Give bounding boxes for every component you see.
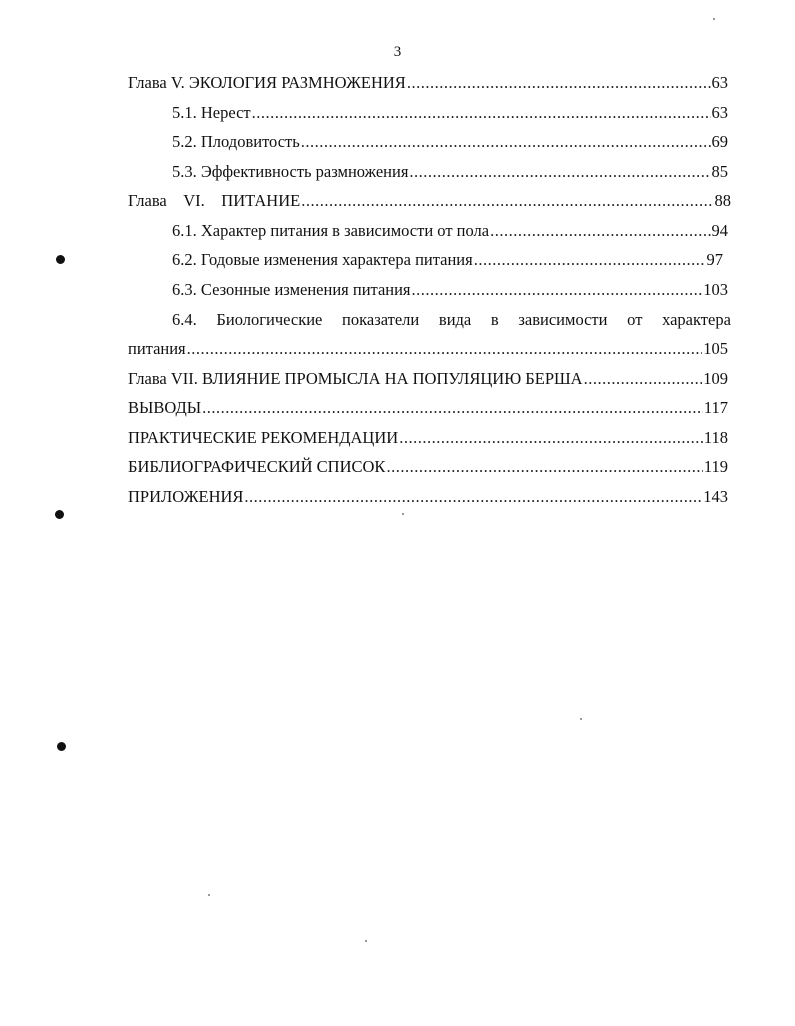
- toc-entry-6-2[interactable]: [172, 250, 723, 270]
- toc-entry-page: 109: [703, 369, 728, 388]
- toc-entry-5-2[interactable]: [172, 132, 728, 152]
- toc-entry-chapter-7[interactable]: [128, 369, 728, 389]
- toc-entry-conclusions[interactable]: [128, 398, 728, 418]
- toc-entry-title: 5.1. Нерест: [172, 103, 251, 122]
- toc-entry-title: ПРАКТИЧЕСКИЕ РЕКОМЕНДАЦИИ: [128, 428, 399, 447]
- toc-entry-6-1[interactable]: [172, 221, 728, 241]
- toc-entry-bibliography[interactable]: [128, 457, 728, 477]
- toc-word: в: [490, 310, 499, 329]
- toc-entry-appendices[interactable]: [128, 487, 728, 507]
- leader-dots: [252, 103, 711, 123]
- toc-word: показатели: [342, 310, 420, 329]
- leader-dots: [412, 280, 703, 300]
- toc-entry-title: 6.2. Годовые изменения характера питания: [172, 250, 473, 269]
- leader-dots: [202, 398, 703, 418]
- leader-dots: [409, 162, 710, 182]
- toc-entry-page: 69: [711, 132, 728, 151]
- toc-entry-page: 94: [711, 221, 728, 240]
- scan-speck: [713, 18, 715, 20]
- punch-hole: [55, 510, 64, 519]
- scan-speck: [402, 513, 404, 515]
- toc-entry-title: ВЫВОДЫ: [128, 398, 202, 417]
- leader-dots: [399, 428, 703, 448]
- toc-entry-title: 6.1. Характер питания в зависимости от пола: [172, 221, 490, 240]
- leader-dots: [187, 339, 703, 359]
- toc-entry-6-3[interactable]: [172, 280, 728, 300]
- toc-entry-page: 103: [703, 280, 728, 299]
- toc-entry-title: 5.3. Эффективность размножения: [172, 162, 409, 181]
- toc-entry-5-1[interactable]: [172, 103, 728, 123]
- toc-entry-page: 85: [711, 162, 728, 181]
- toc-entry-title: ПРИЛОЖЕНИЯ: [128, 487, 244, 506]
- toc-entry-page: 105: [703, 339, 728, 358]
- toc-entry-title: питания: [128, 339, 186, 358]
- toc-entry-page: 63: [711, 103, 728, 122]
- scan-speck: [365, 940, 367, 942]
- toc-entry-page: 97: [706, 250, 723, 269]
- page-number: 3: [393, 44, 402, 60]
- toc-word: 6.4.: [172, 310, 197, 329]
- toc-entry-6-4[interactable]: [172, 310, 731, 330]
- toc-entry-title: Глава V. ЭКОЛОГИЯ РАЗМНОЖЕНИЯ: [128, 73, 406, 92]
- punch-hole: [56, 255, 65, 264]
- toc-word: Биологические: [216, 310, 323, 329]
- toc-word: характера: [662, 310, 731, 329]
- scan-speck: [208, 894, 210, 896]
- toc-entry-recommendations[interactable]: [128, 428, 728, 448]
- toc-entry-title: 6.3. Сезонные изменения питания: [172, 280, 411, 299]
- punch-hole: [57, 742, 66, 751]
- toc-entry-page: 88: [714, 191, 731, 210]
- leader-dots: [490, 221, 710, 241]
- toc-word: зависимости: [518, 310, 608, 329]
- leader-dots: [301, 191, 713, 211]
- toc-entry-6-4-continued[interactable]: [128, 339, 728, 359]
- toc-entry-page: 117: [703, 398, 728, 417]
- toc-entry-page: 143: [703, 487, 728, 506]
- toc-entry-title: 5.2. Плодовитость: [172, 132, 300, 151]
- toc-entry-title: Глава VI. ПИТАНИЕ: [128, 191, 301, 210]
- toc-entry-page: 63: [711, 73, 728, 92]
- leader-dots: [386, 457, 702, 477]
- leader-dots: [407, 73, 711, 93]
- toc-entry-5-3[interactable]: [172, 162, 728, 182]
- toc-entry-page: 118: [703, 428, 728, 447]
- toc-entry-title: Глава VII. ВЛИЯНИЕ ПРОМЫСЛА НА ПОПУЛЯЦИЮ БЕРША: [128, 369, 583, 388]
- leader-dots: [244, 487, 702, 507]
- scan-speck: [580, 718, 582, 720]
- toc-word: от: [627, 310, 643, 329]
- leader-dots: [584, 369, 703, 389]
- toc-entry-chapter-6[interactable]: [128, 191, 731, 211]
- leader-dots: [301, 132, 711, 152]
- toc-entry-chapter-5[interactable]: [128, 73, 728, 93]
- toc-word: вида: [438, 310, 472, 329]
- toc-entry-title: БИБЛИОГРАФИЧЕСКИЙ СПИСОК: [128, 457, 386, 476]
- toc-entry-page: 119: [703, 457, 728, 476]
- leader-dots: [474, 250, 706, 270]
